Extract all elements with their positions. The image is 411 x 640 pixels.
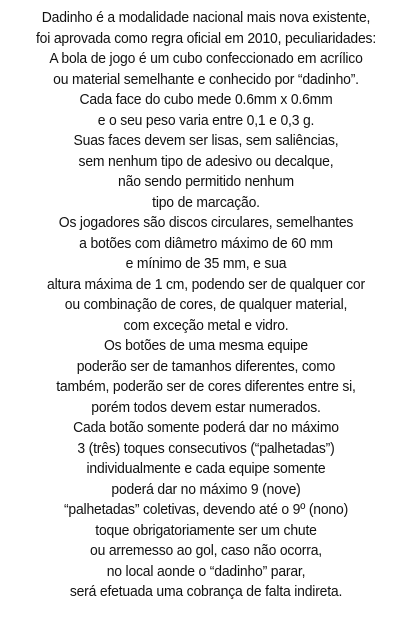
text-line: tipo de marcação.	[151, 193, 260, 211]
text-line: sem nenhum tipo de adesivo ou decalque,	[78, 152, 333, 170]
text-line: não sendo permitido nenhum	[117, 173, 294, 190]
text-line: poderá dar no máximo 9 (nove)	[110, 480, 301, 498]
text-line: 3 (três) toques consecutivos (“palhetadas”)	[76, 439, 335, 457]
text-line: toque obrigatoriamente ser um chute	[94, 521, 317, 539]
text-line: A bola de jogo é um cubo confeccionado em acrílico	[48, 50, 363, 67]
text-line: “palhetadas” coletivas, devendo até o 9º (nono)	[63, 501, 348, 518]
text-line: Dadinho é a modalidade nacional mais nova existente,	[41, 9, 370, 26]
text-line: será efetuada uma cobrança de falta indireta.	[69, 583, 342, 600]
text-line: individualmente e cada equipe somente	[86, 460, 325, 477]
text-line: Suas faces devem ser lisas, sem saliências,	[73, 132, 338, 149]
text-line: porém todos devem estar numerados.	[90, 398, 321, 416]
text-line: Cada face do cubo mede 0.6mm x 0.6mm	[78, 91, 333, 108]
text-line: com exceção metal e vidro.	[123, 316, 288, 334]
text-line: e o seu peso varia entre 0,1 e 0,3 g.	[97, 111, 314, 129]
text-line: poderão ser de tamanhos diferentes, como	[76, 357, 335, 375]
text-line: também, poderão ser de cores diferentes entre si,	[55, 378, 356, 395]
text-line: altura máxima de 1 cm, podendo ser de qualquer cor	[46, 275, 365, 293]
text-line: e mínimo de 35 mm, e sua	[125, 255, 286, 272]
text-line: Cada botão somente poderá dar no máximo	[72, 419, 339, 436]
text-line: ou combinação de cores, de qualquer material,	[64, 296, 347, 313]
text-line: ou arremesso ao gol, caso não ocorra,	[89, 542, 322, 559]
text-line: a botões com diâmetro máximo de 60 mm	[78, 234, 333, 252]
text-line: no local aonde o “dadinho” parar,	[106, 562, 305, 580]
text-line: foi aprovada como regra oficial em 2010, peculiaridades:	[35, 29, 376, 47]
text-line: ou material semelhante e conhecido por “dadinho”.	[52, 70, 359, 88]
text-line: Os jogadores são discos circulares, semelhantes	[58, 214, 353, 231]
rules-text-block	[6, 8, 406, 603]
text-line: Os botões de uma mesma equipe	[103, 337, 308, 354]
